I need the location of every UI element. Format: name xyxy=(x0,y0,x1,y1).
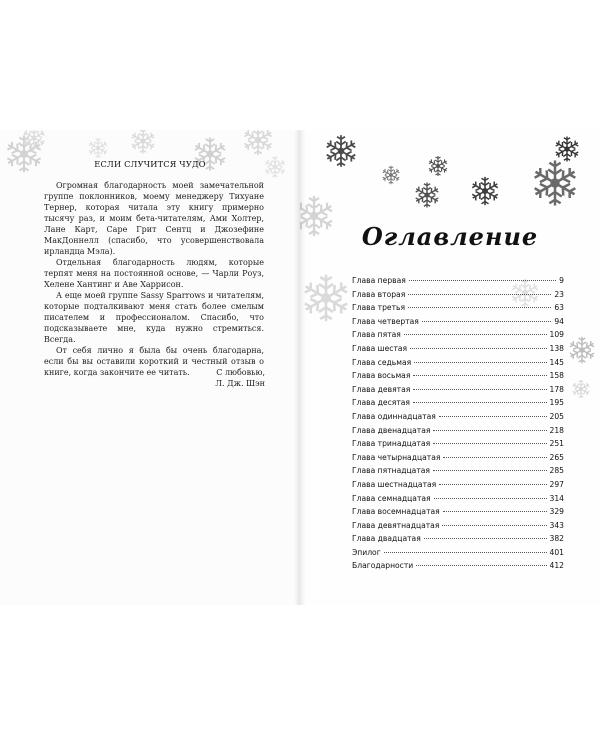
snowflake-icon xyxy=(20,130,48,152)
toc-page: 218 xyxy=(549,425,564,435)
toc-title: Оглавление xyxy=(361,222,539,251)
leader-dots xyxy=(416,565,546,566)
toc-page: 145 xyxy=(549,357,564,367)
toc-page: 23 xyxy=(554,289,564,299)
snowflake-icon xyxy=(468,174,502,208)
toc-chapter: Глава пятая xyxy=(352,330,401,340)
snowflake-icon xyxy=(570,378,592,400)
leader-dots xyxy=(413,389,546,390)
leader-dots xyxy=(408,307,551,308)
toc-page: 178 xyxy=(549,384,564,394)
toc-chapter: Глава шестнадцатая xyxy=(352,479,437,489)
toc-page: 109 xyxy=(549,330,564,340)
toc-item[interactable] xyxy=(352,494,564,508)
toc-chapter: Глава третья xyxy=(352,303,406,313)
toc-chapter: Глава семнадцатая xyxy=(352,493,431,503)
toc-page: 314 xyxy=(549,493,564,503)
leader-dots xyxy=(442,525,546,526)
toc-page: 94 xyxy=(554,316,564,326)
leader-dots xyxy=(433,430,546,431)
leader-dots xyxy=(422,321,551,322)
toc-chapter: Глава вторая xyxy=(352,289,406,299)
toc-item[interactable] xyxy=(352,439,564,453)
toc-item[interactable] xyxy=(352,371,564,385)
toc-chapter: Глава одиннадцатая xyxy=(352,411,436,421)
toc-page: 412 xyxy=(549,561,564,571)
toc-page: 382 xyxy=(549,534,564,544)
paragraph: Огромная благодарность моей замечательной группе поклонников, моему менеджеру Тихуане Тернер, которая читала эту книгу примерно тысячу раз, и моим бета-читателям, Ами Холтер, Лане Карт, Саре Грит Сентц и Джозефине МакДоннелл (спасибо, что усовершенствовала ирландца Мэла). xyxy=(44,181,264,256)
snowflake-icon xyxy=(426,154,450,178)
book-spread xyxy=(0,130,600,605)
leader-dots xyxy=(439,484,546,485)
toc-item[interactable] xyxy=(352,453,564,467)
toc-item[interactable] xyxy=(352,398,564,412)
toc-page: 329 xyxy=(549,507,564,517)
toc-chapter: Глава четырнадцатая xyxy=(352,452,441,462)
toc-item[interactable] xyxy=(352,466,564,480)
book-gutter xyxy=(294,130,306,605)
toc-item[interactable] xyxy=(352,548,564,562)
leader-dots xyxy=(414,362,546,363)
snowflake-icon xyxy=(380,164,402,186)
leader-dots xyxy=(410,348,546,349)
snowflake-icon xyxy=(566,334,598,366)
snowflake-icon xyxy=(86,136,110,160)
toc-item[interactable] xyxy=(352,412,564,426)
toc-chapter: Глава девятнадцатая xyxy=(352,520,440,530)
leader-dots xyxy=(443,511,547,512)
toc-item[interactable] xyxy=(352,385,564,399)
leader-dots xyxy=(404,334,547,335)
paragraph: А еще моей группе Sassy Sparrows и читателям, которые подталкивают меня стать более смелым писателем и профессионалом. Спасибо, что подсказываете мне, куда нужно стремиться. Всегда. xyxy=(44,291,264,344)
right-page xyxy=(300,130,600,605)
toc-chapter: Глава двадцатая xyxy=(352,534,421,544)
toc-item[interactable] xyxy=(352,276,564,290)
leader-dots xyxy=(409,280,556,281)
leader-dots xyxy=(433,470,547,471)
toc-page: 251 xyxy=(549,439,564,449)
toc-item[interactable] xyxy=(352,521,564,535)
toc-page: 9 xyxy=(559,276,564,285)
toc-page: 265 xyxy=(549,452,564,462)
left-page xyxy=(0,130,300,605)
leader-dots xyxy=(424,538,547,539)
toc-page: 343 xyxy=(549,520,564,530)
toc-item[interactable] xyxy=(352,426,564,440)
toc-page: 63 xyxy=(554,303,564,313)
toc-page: 205 xyxy=(549,411,564,421)
paragraph: От себя лично я была бы очень благодарна, если бы вы оставили короткий и честный отзыв о книге, когда закончите ее читать. xyxy=(44,346,264,377)
toc-chapter: Глава седьмая xyxy=(352,357,412,367)
signoff xyxy=(150,367,265,389)
running-head: ЕСЛИ СЛУЧИТСЯ ЧУДО xyxy=(94,159,206,169)
toc-chapter: Глава тринадцатая xyxy=(352,439,431,449)
snowflake-icon xyxy=(128,130,158,156)
toc-item[interactable] xyxy=(352,507,564,521)
leader-dots xyxy=(433,443,546,444)
paragraph: Отдельная благодарность людям, которые терпят меня на постоянной основе, — Чарли Роуз, Хелене Хантинг и Аве Харрисон. xyxy=(44,258,264,289)
toc-item[interactable] xyxy=(352,290,564,304)
author-name: Л. Дж. Шэн xyxy=(215,379,265,388)
snowflake-icon xyxy=(322,132,360,170)
leader-dots xyxy=(408,294,551,295)
toc-item[interactable] xyxy=(352,358,564,372)
acknowledgements-text xyxy=(44,180,264,378)
toc-chapter: Глава девятая xyxy=(352,384,411,394)
toc-chapter: Глава десятая xyxy=(352,398,410,408)
toc-chapter: Глава пятнадцатая xyxy=(352,466,430,476)
toc-page: 195 xyxy=(549,398,564,408)
toc-item[interactable] xyxy=(352,534,564,548)
snowflake-icon xyxy=(300,270,354,326)
toc-page: 401 xyxy=(549,547,564,557)
table-of-contents xyxy=(352,276,564,575)
leader-dots xyxy=(434,498,547,499)
toc-item[interactable] xyxy=(352,561,564,575)
toc-page: 138 xyxy=(549,343,564,353)
leader-dots xyxy=(439,416,547,417)
signoff-line: С любовью, xyxy=(216,368,265,377)
toc-chapter: Глава двенадцатая xyxy=(352,425,431,435)
toc-chapter: Глава восемнадцатая xyxy=(352,507,440,517)
snowflake-icon xyxy=(528,156,582,210)
toc-chapter: Глава первая xyxy=(352,276,406,285)
snowflake-icon xyxy=(412,180,442,210)
toc-chapter: Глава четвертая xyxy=(352,316,419,326)
toc-chapter: Глава восьмая xyxy=(352,371,411,381)
toc-item[interactable] xyxy=(352,303,564,317)
leader-dots xyxy=(384,552,547,553)
toc-page: 297 xyxy=(549,479,564,489)
toc-item[interactable] xyxy=(352,317,564,331)
toc-item[interactable] xyxy=(352,330,564,344)
toc-chapter: Глава шестая xyxy=(352,343,408,353)
toc-chapter: Благодарности xyxy=(352,561,414,571)
toc-item[interactable] xyxy=(352,344,564,358)
toc-item[interactable] xyxy=(352,480,564,494)
toc-chapter: Эпилог xyxy=(352,547,381,557)
toc-page: 158 xyxy=(549,371,564,381)
leader-dots xyxy=(413,375,546,376)
leader-dots xyxy=(443,457,546,458)
toc-page: 285 xyxy=(549,466,564,476)
snowflake-icon xyxy=(552,134,582,164)
leader-dots xyxy=(413,402,547,403)
